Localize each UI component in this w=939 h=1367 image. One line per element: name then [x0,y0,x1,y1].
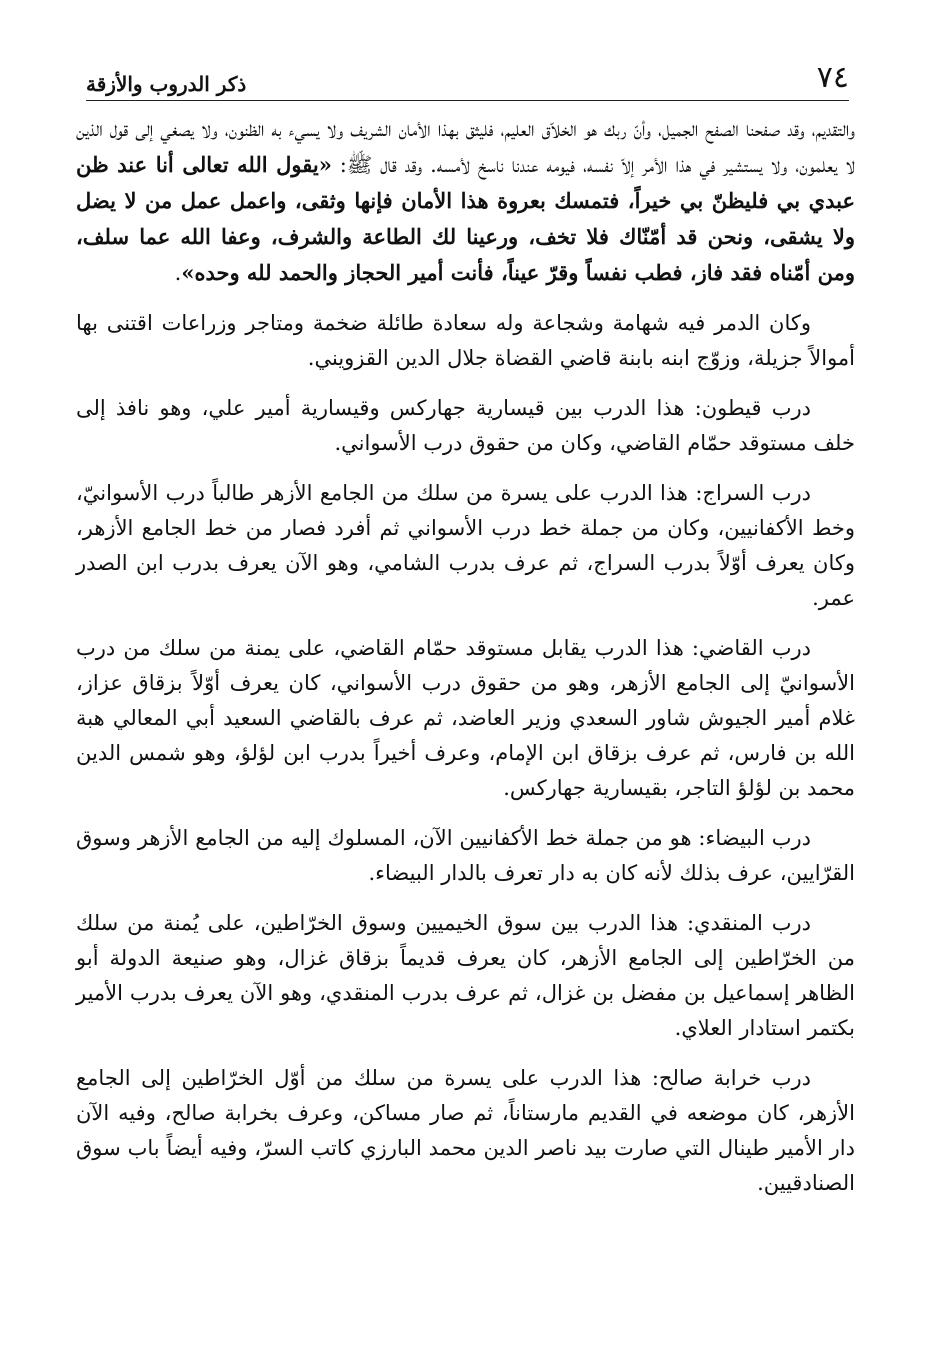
paragraph-text: والتقديم، وقد صفحنا الصفح الجميل، وأنّ ربك هو الخلاّق العليم، فليثق بهذا الأمان الشريف ولا يسيء به الظنون، ولا يصغي إلى قول الذين لا يعلمون، ولا يستشير في هذا الأمر إلاّ نفسه، فيومه عندنا ناسخ لأمسه. وقد قال ﷺ: [76,117,855,177]
paragraph-darb-kharabat-salih: درب خرابة صالح: هذا الدرب على يسرة من سلك من أوّل الخرّاطين إلى الجامع الأزهر، كان موضعه في القديم مارستاناً، ثم صار مساكن، وعرف بخرابة صالح، وفيه الآن دار الأمير طينال التي صارت بيد ناصر الدين محمد البارزي كاتب السرّ، وفيه أيضاً باب سوق الصنادقيين. [76,1066,855,1195]
paragraph-damur: وكان الدمر فيه شهامة وشجاعة وله سعادة طائلة ضخمة ومتاجر وزراعات اقتنى بها أموالاً جزيلة، وزوّج ابنه بابنة قاضي القضاة جلال الدين القزويني. [76,311,855,370]
body-text [76,112,855,1216]
paragraph-darb-al-bayda: درب البيضاء: هو من جملة خط الأكفانيين الآن، المسلوك إليه من الجامع الأزهر وسوق القرّايين، عرف بذلك لأنه كان به دار تعرف بالدار البيضاء. [76,826,855,885]
paragraph-darb-al-munqidi: درب المنقدي: هذا الدرب بين سوق الخيميين وسوق الخرّاطين، على يُمنة من سلك من الخرّاطين إلى الجامع الأزهر، كان يعرف قديماً بزقاق غزال، وهو صنيعة الدولة أبو الظاهر إسماعيل بن مفضل بن غزال، ثم عرف بدرب المنقدي، وهو الآن يعرف بدرب الأمير بكتمر استادار العلاي. [76,911,855,1040]
hadith-quote: «يقول الله تعالى أنا عند ظن عبدي بي فليظنّ بي خيراً، فتمسك بعروة هذا الأمان فإنها وثقى، واعمل عمل من لا يضل ولا يشقى، ونحن قد أمّنّاك فلا تخف، ورعينا لك الطاعة والشرف، وعفا الله عما سلف، ومن أمّناه فقد فاز، فطب نفساً وقرّ عيناً، فأنت أمير الحجاز والحمد لله وحده» [76,152,855,285]
paragraph-darb-qaytun: درب قيطون: هذا الدرب بين قيسارية جهاركس وقيسارية أمير علي، وهو نافذ إلى خلف مستوقد حمّام القاضي، وكان من حقوق درب الأسواني. [76,396,855,455]
page-number: ٧٤ [816,60,849,95]
page-header [86,52,849,101]
running-title: ذكر الدروب والأزقة [86,72,247,96]
paragraph-amnesty-letter [76,112,855,291]
paragraph-darb-al-sarraj: درب السراج: هذا الدرب على يسرة من سلك من الجامع الأزهر طالباً درب الأسوانيّ، وخط الأكفانيين، وكان من جملة خط درب الأسواني ثم أفرد فصار من خط الجامع الأزهر، وكان يعرف أوّلاً بدرب السراج، ثم عرف بدرب الشامي، وهو الآن يعرف بدرب ابن الصدر عمر. [76,481,855,610]
paragraph-end: . [174,261,182,285]
paragraph-darb-al-qadi: درب القاضي: هذا الدرب يقابل مستوقد حمّام القاضي، على يمنة من سلك من درب الأسوانيّ إلى الجامع الأزهر، وهو من حقوق درب الأسواني، كان يعرف أوّلاً بزقاق عزاز، غلام أمير الجيوش شاور السعدي وزير العاضد، ثم عرف بالقاضي السعيد أبي المعالي هبة الله بن فارس، ثم عرف بزقاق ابن الإمام، وعرف أخيراً بدرب ابن لؤلؤ، وهو شمس الدين محمد بن لؤلؤ التاجر، بقيسارية جهاركس. [76,636,855,800]
